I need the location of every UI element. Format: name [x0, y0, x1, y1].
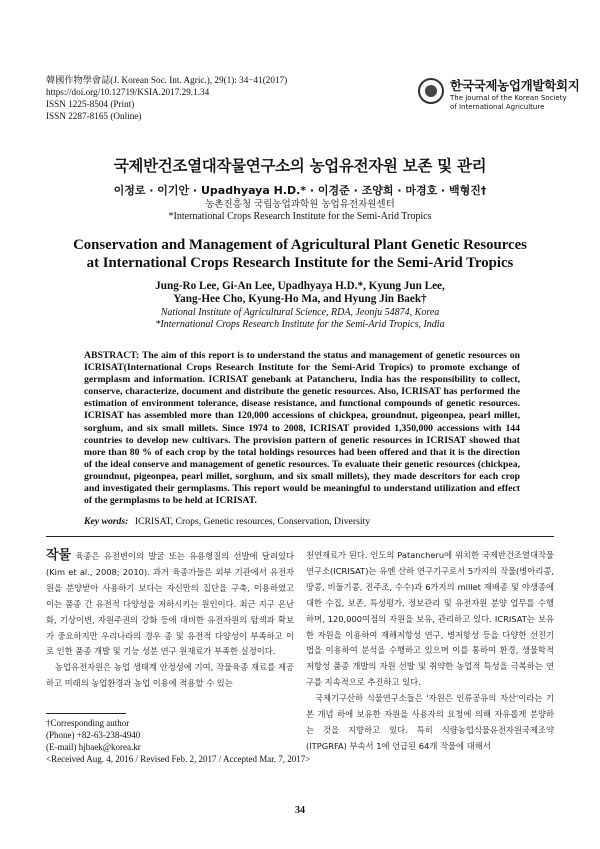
phone: (Phone) +82-63-238-4940 — [46, 730, 141, 740]
keywords — [84, 516, 520, 527]
english-affiliation-2: *International Crops Research Institute for the Semi-Arid Tropics, India — [155, 319, 445, 330]
korean-authors: 이정로 · 이기안 · Upadhyaya H.D.* · 이경준 · 조양희 · 마경호 · 백형진† — [113, 184, 487, 197]
body-paragraph: 농업유전자원은 농업 생태계 안정성에 기여, 작물육종 재료를 제공하고 미래의 농업환경과 농업 이용에 적용할 수 있는 — [46, 662, 294, 689]
body-paragraph — [46, 548, 294, 660]
corresponding-author: †Corresponding author — [46, 718, 130, 728]
issn-online: ISSN 2287-8165 (Online) — [46, 111, 142, 121]
keywords-label: Key words: — [84, 516, 129, 527]
abstract-divider — [46, 536, 554, 537]
english-title-line-2: at International Crops Research Institute for the Semi-Arid Tropics — [86, 255, 514, 271]
journal-citation: 韓國作物學會誌(J. Korean Soc. Int. Agric.), 29(1): 34−41(2017) — [46, 75, 288, 85]
korean-affiliation: 농촌진흥청 국립농업과학원 농업유전자원센터 — [205, 199, 395, 210]
paragraph-text: 육종은 유전변이의 발굴 또는 유용형질의 선발에 달려있다(Kim et al., 2008; 2010). 과거 육종가들은 외부 기관에서 유전자원을 분양받아 사용하기 보다는 자신만의 집단을 구축, 이용하였고 이는 품종 간 유전적 다양성을 저하시키는 원인이다. 최근 지구 온난화, 기상이변, 자원주권의 강화 등에 대비한 유전자원의 탐색과 확보가 중요하지만 우리나라의 경우 종 및 유전적 다양성이 부족하고 이로 인한 품종 개발 및 기능 성분 연구 원재료가 부족한 실정이다. — [46, 551, 294, 657]
abstract: ABSTRACT: The aim of this report is to understand the status and management of genetic resources on ICRISAT(International Crops Research Institute for the Semi-Arid Tropics) to promote exchange of germplasm and information. ICRISAT genebank at Patancheru, India has the responsibility to collect, conserve, characterize, document and distribute the genetic resources. Also, ICRISAT has performed the estimation of environment tolerance, disease resistance, and functional compounds of genetic resources. ICRISAT has assembled more than 120,000 accessions of chickpea, groundnut, pigeonpea, pearl millet, sorghum, and six small millets. Since 1974 to 2008, ICRISAT provided 1,350,000 accessions with 144 countries to develop new cultivars. The provision pattern of genetic resources in ICRISAT showed that more than 80 % of each crop by the total holdings resources had been offered and that it is the direction of the ideal conserve and management of genetic resources. To evaluate their genetic resources (chickpea, groundnut, pigeonpea, pearl millet, sorghum, and six small millets), they made descritors for each crop and investigated their germplasms. This report would be meaningful to understand utilization and effect of the germplasms to be held at ICRISAT. — [84, 350, 520, 507]
issn-print: ISSN 1225-8504 (Print) — [46, 99, 135, 109]
english-title-line-1: Conservation and Management of Agricultural Plant Genetic Resources — [73, 237, 527, 253]
logo-english-name: The Journal of the Korean Society of International Agriculture — [450, 94, 567, 111]
body-paragraph: 천연재료가 된다. 인도의 Patancheru에 위치한 국제반건조열대작물연구소(ICRISAT)는 유엔 산하 연구기구로서 5가지의 작물(병아리콩, 땅콩, 비둘기콩, 진주조, 수수)과 6가지의 millet 재배종 및 야생종에 대한 수집, 보존, 특성평가, 정보관리 및 유전자원 분양 업무를 수행하며, 120,000여점의 자원을 보유, 관리하고 있다. ICRISAT는 보유한 자원을 이용하여 재해저항성 연구, 병저항성 등을 다양한 선진기법을 이용하여 분석을 수행하고 있으며 이를 통하여 환경, 생물학적 저항성 품종 개발의 자원 선발 및 취약한 농업적 특성을 극복하는 연구를 지속적으로 추진하고 있다. — [306, 550, 554, 688]
korean-affiliation-2: *International Crops Research Institute for the Semi-Arid Tropics — [168, 211, 432, 222]
page-number: 34 — [295, 805, 305, 816]
keywords-list: ICRISAT, Crops, Genetic resources, Conservation, Diversity — [134, 516, 371, 527]
email[interactable]: (E-mail) hjbaek@korea.kr — [46, 742, 141, 752]
english-affiliation-1: National Institute of Agricultural Science, RDA, Jeonju 54874, Korea — [160, 307, 440, 318]
korean-title: 국제반건조열대작물연구소의 농업유전자원 보존 및 관리 — [113, 157, 487, 175]
society-seal-icon — [418, 78, 444, 104]
journal-logo — [418, 74, 580, 126]
logo-korean-name: 한국국제농업개발학회지 — [450, 78, 580, 93]
received-dates: <Received Aug. 4, 2016 / Revised Feb. 2, 2017 / Accepted Mar. 7, 2017> — [46, 754, 311, 764]
doi-link[interactable]: https://doi.org/10.12719/KSIA.2017.29.1.34 — [46, 87, 210, 97]
english-authors-line-2: Yang-Hee Cho, Kyung-Ho Ma, and Hyung Jin Baek† — [173, 293, 427, 305]
body-column-left — [46, 548, 294, 692]
body-paragraph: 국제기구산하 식물연구소들은 '자원은 인류공유의 자산'이라는 기본 개념 하에 보유한 자원을 사용자의 요청에 의해 자유롭게 분양하는 것을 지향하고 있다. 특히 식량농업식물유전자원국제조약(ITPGRFA) 부속서 1에 언급된 64개 작물에 대해서 — [306, 693, 554, 751]
english-authors-line-1: Jung-Ro Lee, Gi-An Lee, Upadhyaya H.D.*, Kyung Jun Lee, — [155, 280, 445, 292]
footnote-rule — [46, 713, 126, 714]
lead-word: 작물 — [46, 548, 72, 563]
body-column-right — [306, 548, 554, 755]
